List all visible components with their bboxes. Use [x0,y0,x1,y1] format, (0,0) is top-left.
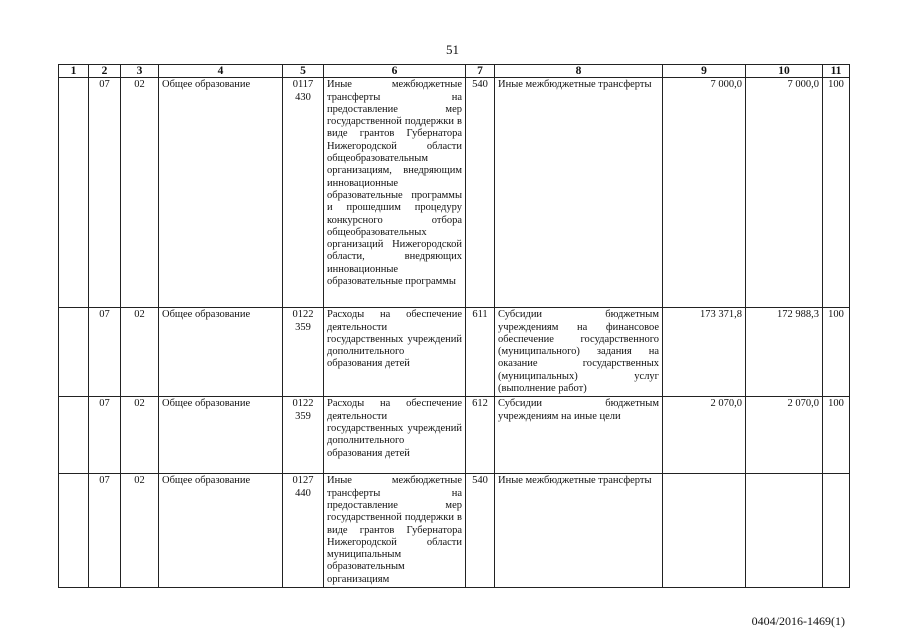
target-name-cell: Расходы на обеспечение деятельности государственных учреждений дополнительного образования детей [324,397,466,474]
actual-value-cell: 2 070,0 [746,397,823,474]
target-code-cell: 0127 440 [283,474,324,588]
header-row [59,65,850,78]
col-header-3: 3 [121,65,159,78]
expense-type-cell: 540 [466,78,495,308]
section-name-cell: Общее образование [159,78,283,308]
row-index-cell [59,474,89,588]
col-header-11: 11 [823,65,850,78]
section-name-cell: Общее образование [159,474,283,588]
expense-type-cell: 612 [466,397,495,474]
expense-name-cell: Иные межбюджетные трансферты [495,78,663,308]
target-name-cell: Иные межбюджетные трансферты на предоставление мер государственной поддержки в виде грантов Губернатора Нижегородской области муниципальным образовательным организациям [324,474,466,588]
expense-type-cell: 611 [466,308,495,397]
row-index-cell [59,308,89,397]
actual-value-cell: 172 988,3 [746,308,823,397]
expense-type-cell: 540 [466,474,495,588]
section-cell: 07 [89,397,121,474]
percent-cell [823,474,850,588]
expense-name-cell: Иные межбюджетные трансферты [495,474,663,588]
col-header-1: 1 [59,65,89,78]
percent-cell: 100 [823,397,850,474]
subsection-cell: 02 [121,474,159,588]
row-index-cell [59,78,89,308]
plan-value-cell: 7 000,0 [663,78,746,308]
col-header-2: 2 [89,65,121,78]
col-header-9: 9 [663,65,746,78]
section-cell: 07 [89,308,121,397]
col-header-10: 10 [746,65,823,78]
actual-value-cell [746,474,823,588]
col-header-5: 5 [283,65,324,78]
section-name-cell: Общее образование [159,397,283,474]
col-header-7: 7 [466,65,495,78]
subsection-cell: 02 [121,78,159,308]
plan-value-cell [663,474,746,588]
expense-name-cell: Субсидии бюджетным учреждениям на иные цели [495,397,663,474]
row-index-cell [59,397,89,474]
subsection-cell: 02 [121,397,159,474]
target-code-cell: 0117 430 [283,78,324,308]
table-row [59,78,850,308]
percent-cell: 100 [823,78,850,308]
section-name-cell: Общее образование [159,308,283,397]
col-header-4: 4 [159,65,283,78]
target-code-cell: 0122 359 [283,397,324,474]
percent-cell: 100 [823,308,850,397]
table-row [59,308,850,397]
plan-value-cell: 2 070,0 [663,397,746,474]
section-cell: 07 [89,78,121,308]
subsection-cell: 02 [121,308,159,397]
col-header-8: 8 [495,65,663,78]
target-name-cell: Иные межбюджетные трансферты на предоставление мер государственной поддержки в виде грантов Губернатора Нижегородской области общеобразовательным организациям, внедряющим инновационные образовательные программы и прошедшим процедуру конкурсного отбора общеобразовательных организаций Нижегородской области, внедряющих инновационные образовательные программы [324,78,466,308]
target-name-cell: Расходы на обеспечение деятельности государственных учреждений дополнительного образования детей [324,308,466,397]
target-code-cell: 0122 359 [283,308,324,397]
document-code: 0404/2016-1469(1) [751,614,845,628]
table-row [59,474,850,588]
expense-name-cell: Субсидии бюджетным учреждениям на финансовое обеспечение государственного (муниципального) задания на оказание государственных (муниципальных) услуг (выполнение работ) [495,308,663,397]
section-cell: 07 [89,474,121,588]
budget-table [58,64,850,588]
table-row [59,397,850,474]
page-number: 51 [446,42,459,57]
actual-value-cell: 7 000,0 [746,78,823,308]
plan-value-cell: 173 371,8 [663,308,746,397]
col-header-6: 6 [324,65,466,78]
